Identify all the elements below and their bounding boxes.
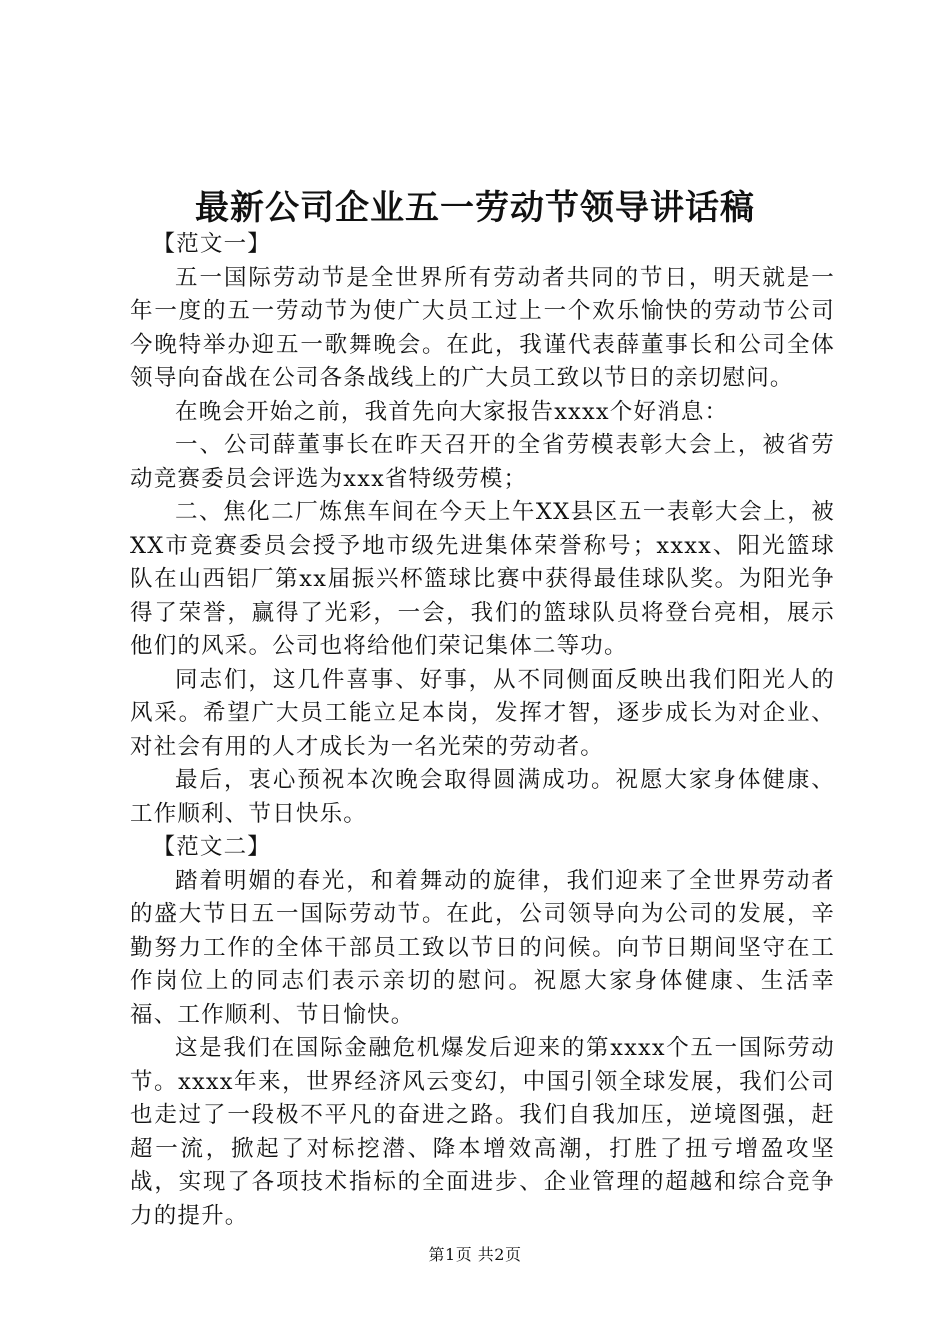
paragraph: 一、公司薛董事长在昨天召开的全省劳模表彰大会上，被省劳动竞赛委员会评选为xxx省特级劳模； (130, 432, 835, 492)
paragraph: 最后，衷心预祝本次晚会取得圆满成功。祝愿大家身体健康、工作顺利、节日快乐。 (130, 767, 835, 827)
document-title: 最新公司企业五一劳动节领导讲话稿 (195, 188, 755, 228)
section-label-2: 【范文二】 (152, 834, 272, 860)
section-label-1: 【范文一】 (152, 231, 272, 257)
paragraph: 在晚会开始之前，我首先向大家报告xxxx个好消息： (175, 398, 729, 425)
paragraph: 同志们，这几件喜事、好事，从不同侧面反映出我们阳光人的风采。希望广大员工能立足本岗，发挥才智，逐步成长为对企业、对社会有用的人才成长为一名光荣的劳动者。 (130, 666, 835, 760)
paragraph: 二、焦化二厂炼焦车间在今天上午XX县区五一表彰大会上，被XX市竞赛委员会授予地市级先进集体荣誉称号；xxxx、阳光篮球队在山西铝厂第xx届振兴杯篮球比赛中获得最佳球队奖。为阳光争得了荣誉，赢得了光彩，一会，我们的篮球队员将登台亮相，展示他们的风采。公司也将给他们荣记集体二等功。 (130, 499, 835, 659)
page-number-footer: 第1页 共2页 (428, 1245, 522, 1264)
document-body (130, 228, 835, 1233)
paragraph: 五一国际劳动节是全世界所有劳动者共同的节日，明天就是一年一度的五一劳动节为使广大员工过上一个欢乐愉快的劳动节公司今晚特举办迎五一歌舞晚会。在此，我谨代表薛董事长和公司全体领导向奋战在公司各条战线上的广大员工致以节日的亲切慰问。 (130, 264, 835, 391)
paragraph: 踏着明媚的春光，和着舞动的旋律，我们迎来了全世界劳动者的盛大节日五一国际劳动节。在此，公司领导向为公司的发展，辛勤努力工作的全体干部员工致以节日的问候。向节日期间坚守在工作岗位上的同志们表示亲切的慰问。祝愿大家身体健康、生活幸福、工作顺利、节日愉快。 (130, 867, 835, 1028)
paragraph: 这是我们在国际金融危机爆发后迎来的第xxxx个五一国际劳动节。xxxx年来，世界经济风云变幻，中国引领全球发展，我们公司也走过了一段极不平凡的奋进之路。我们自我加压，逆境图强，赶超一流，掀起了对标挖潜、降本增效高潮，打胜了扭亏增盈攻坚战，实现了各项技术指标的全面进步、企业管理的超越和综合竞争力的提升。 (130, 1035, 835, 1229)
